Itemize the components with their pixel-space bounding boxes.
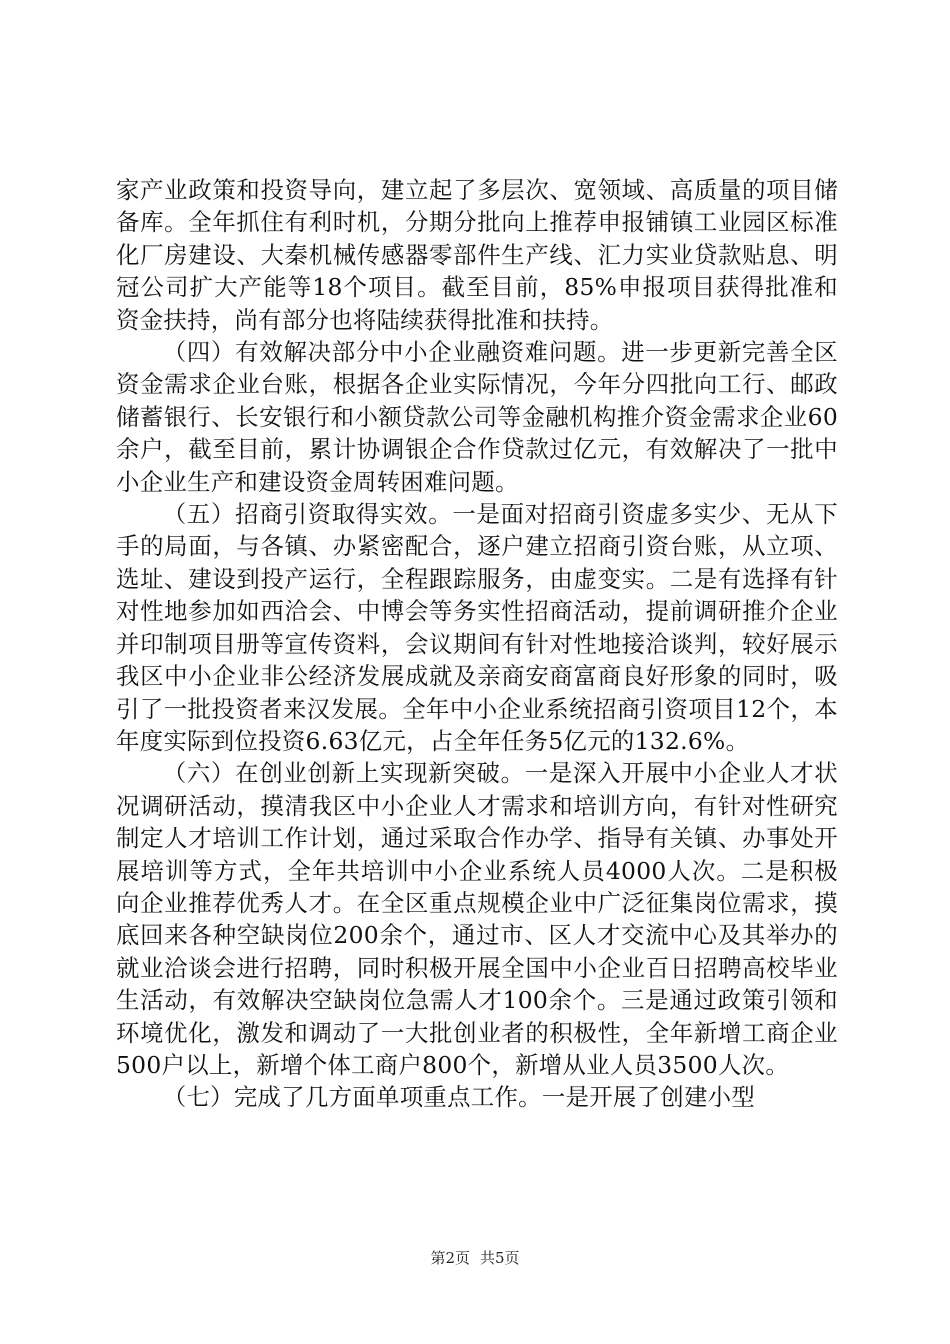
paragraph-section-6: （六）在创业创新上实现新突破。一是深入开展中小企业人才状况调研活动，摸清我区中小企业人才需求和培训方向，有针对性研究制定人才培训工作计划，通过采取合作办学、指导有关镇、办事处开展培训等方式，全年共培训中小企业系统人员4000人次。二是积极向企业推荐优秀人才。在全区重点规模企业中广泛征集岗位需求，摸底回来各种空缺岗位200余个，通过市、区人才交流中心及其举办的就业洽谈会进行招聘，同时积极开展全国中小企业百日招聘高校毕业生活动，有效解决空缺岗位急需人才100余个。三是通过政策引领和环境优化，激发和调动了一大批创业者的积极性，全年新增工商企业500户以上，新增个体工商户800个，新增从业人员3500人次。 (116, 759, 838, 1079)
page-footer (0, 1248, 950, 1268)
paragraph-continuation: 家产业政策和投资导向，建立起了多层次、宽领域、高质量的项目储备库。全年抓住有利时机，分期分批向上推荐申报铺镇工业园区标准化厂房建设、大秦机械传感器零部件生产线、汇力实业贷款贴息、明冠公司扩大产能等18个项目。截至目前，85%申报项目获得批准和资金扶持，尚有部分也将陆续获得批准和扶持。 (116, 176, 838, 334)
page-total: 共5页 (480, 1249, 520, 1267)
paragraph-section-5: （五）招商引资取得实效。一是面对招商引资虚多实少、无从下手的局面，与各镇、办紧密配合，逐户建立招商引资台账，从立项、选址、建设到投产运行，全程跟踪服务，由虚变实。二是有选择有针对性地参加如西洽会、中博会等务实性招商活动，提前调研推介企业并印制项目册等宣传资料，会议期间有针对性地接洽谈判，较好展示我区中小企业非公经济发展成就及亲商安商富商良好形象的同时，吸引了一批投资者来汉发展。全年中小企业系统招商引资项目12个，本年度实际到位投资6.63亿元，占全年任务5亿元的132.6%。 (116, 500, 838, 755)
document-body (116, 174, 838, 1114)
page-number: 第2页 (430, 1249, 470, 1267)
paragraph-section-4: （四）有效解决部分中小企业融资难问题。进一步更新完善全区资金需求企业台账，根据各企业实际情况，今年分四批向工行、邮政储蓄银行、长安银行和小额贷款公司等金融机构推介资金需求企业60余户，截至目前，累计协调银企合作贷款过亿元，有效解决了一批中小企业生产和建设资金周转困难问题。 (116, 338, 838, 496)
paragraph-section-7: （七）完成了几方面单项重点工作。一是开展了创建小型 (162, 1083, 756, 1112)
